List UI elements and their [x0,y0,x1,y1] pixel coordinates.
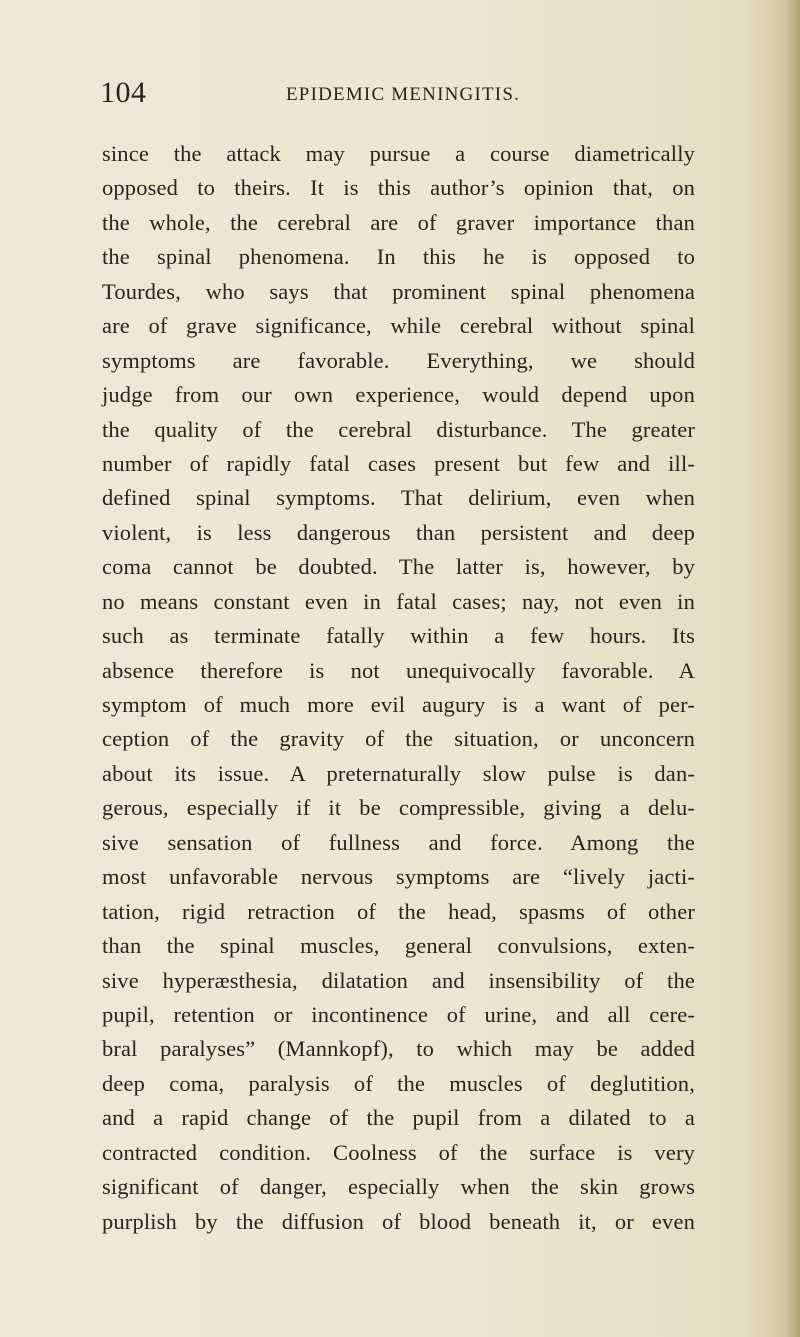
text-line: than the spinal muscles, general convulsions, exten- [102,933,695,959]
running-title: EPIDEMIC MENINGITIS. [286,84,521,105]
text-line: such as terminate fatally within a few hours. Its [102,623,695,649]
text-line: the spinal phenomena. In this he is opposed to [102,244,695,270]
page-number: 104 [100,76,147,109]
text-line: coma cannot be doubted. The latter is, however, by [102,554,695,580]
text-line: deep coma, paralysis of the muscles of deglutition, [102,1070,695,1096]
text-line: symptoms are favorable. Everything, we should [102,347,695,373]
text-line: absence therefore is not unequivocally favorable. A [102,657,695,683]
text-line: since the attack may pursue a course diametrically [102,141,695,166]
text-line: about its issue. A preternaturally slow pulse is dan- [102,760,695,786]
text-line: the quality of the cerebral disturbance. The greater [102,416,695,442]
text-line: gerous, especially if it be compressible, giving a delu- [102,795,695,821]
text-line: judge from our own experience, would depend upon [102,382,695,408]
body-text [102,137,695,1239]
text-line: Tourdes, who says that prominent spinal phenomena [102,278,695,304]
text-line: pupil, retention or incontinence of urine, and all cere- [102,1001,695,1027]
text-line: symptom of much more evil augury is a want of per- [102,692,695,717]
text-line: are of grave significance, while cerebral without spinal [102,313,695,339]
page-edge-shadow [786,0,800,1337]
text-line: bral paralyses” (Mannkopf), to which may be added [102,1036,695,1062]
page-header [0,75,800,115]
text-line: no means constant even in fatal cases; nay, not even in [102,588,695,614]
text-line: number of rapidly fatal cases present but few and ill- [102,450,695,476]
text-line: defined spinal symptoms. That delirium, even when [102,485,695,511]
text-line: significant of danger, especially when the skin grows [102,1174,695,1200]
text-line: sive hyperæsthesia, dilatation and insensibility of the [102,967,695,993]
text-line: contracted condition. Coolness of the surface is very [102,1139,695,1165]
text-line: violent, is less dangerous than persistent and deep [102,519,695,545]
text-line: the whole, the cerebral are of graver importance than [102,209,695,235]
text-line: and a rapid change of the pupil from a dilated to a [102,1105,695,1131]
text-line: tation, rigid retraction of the head, spasms of other [102,898,695,924]
text-line: opposed to theirs. It is this author’s opinion that, on [102,175,695,201]
text-line: sive sensation of fullness and force. Among the [102,829,695,855]
text-line: ception of the gravity of the situation, or unconcern [102,726,695,752]
text-line: purplish by the diffusion of blood beneath it, or even [102,1208,695,1234]
text-line: most unfavorable nervous symptoms are “lively jacti- [102,864,695,890]
